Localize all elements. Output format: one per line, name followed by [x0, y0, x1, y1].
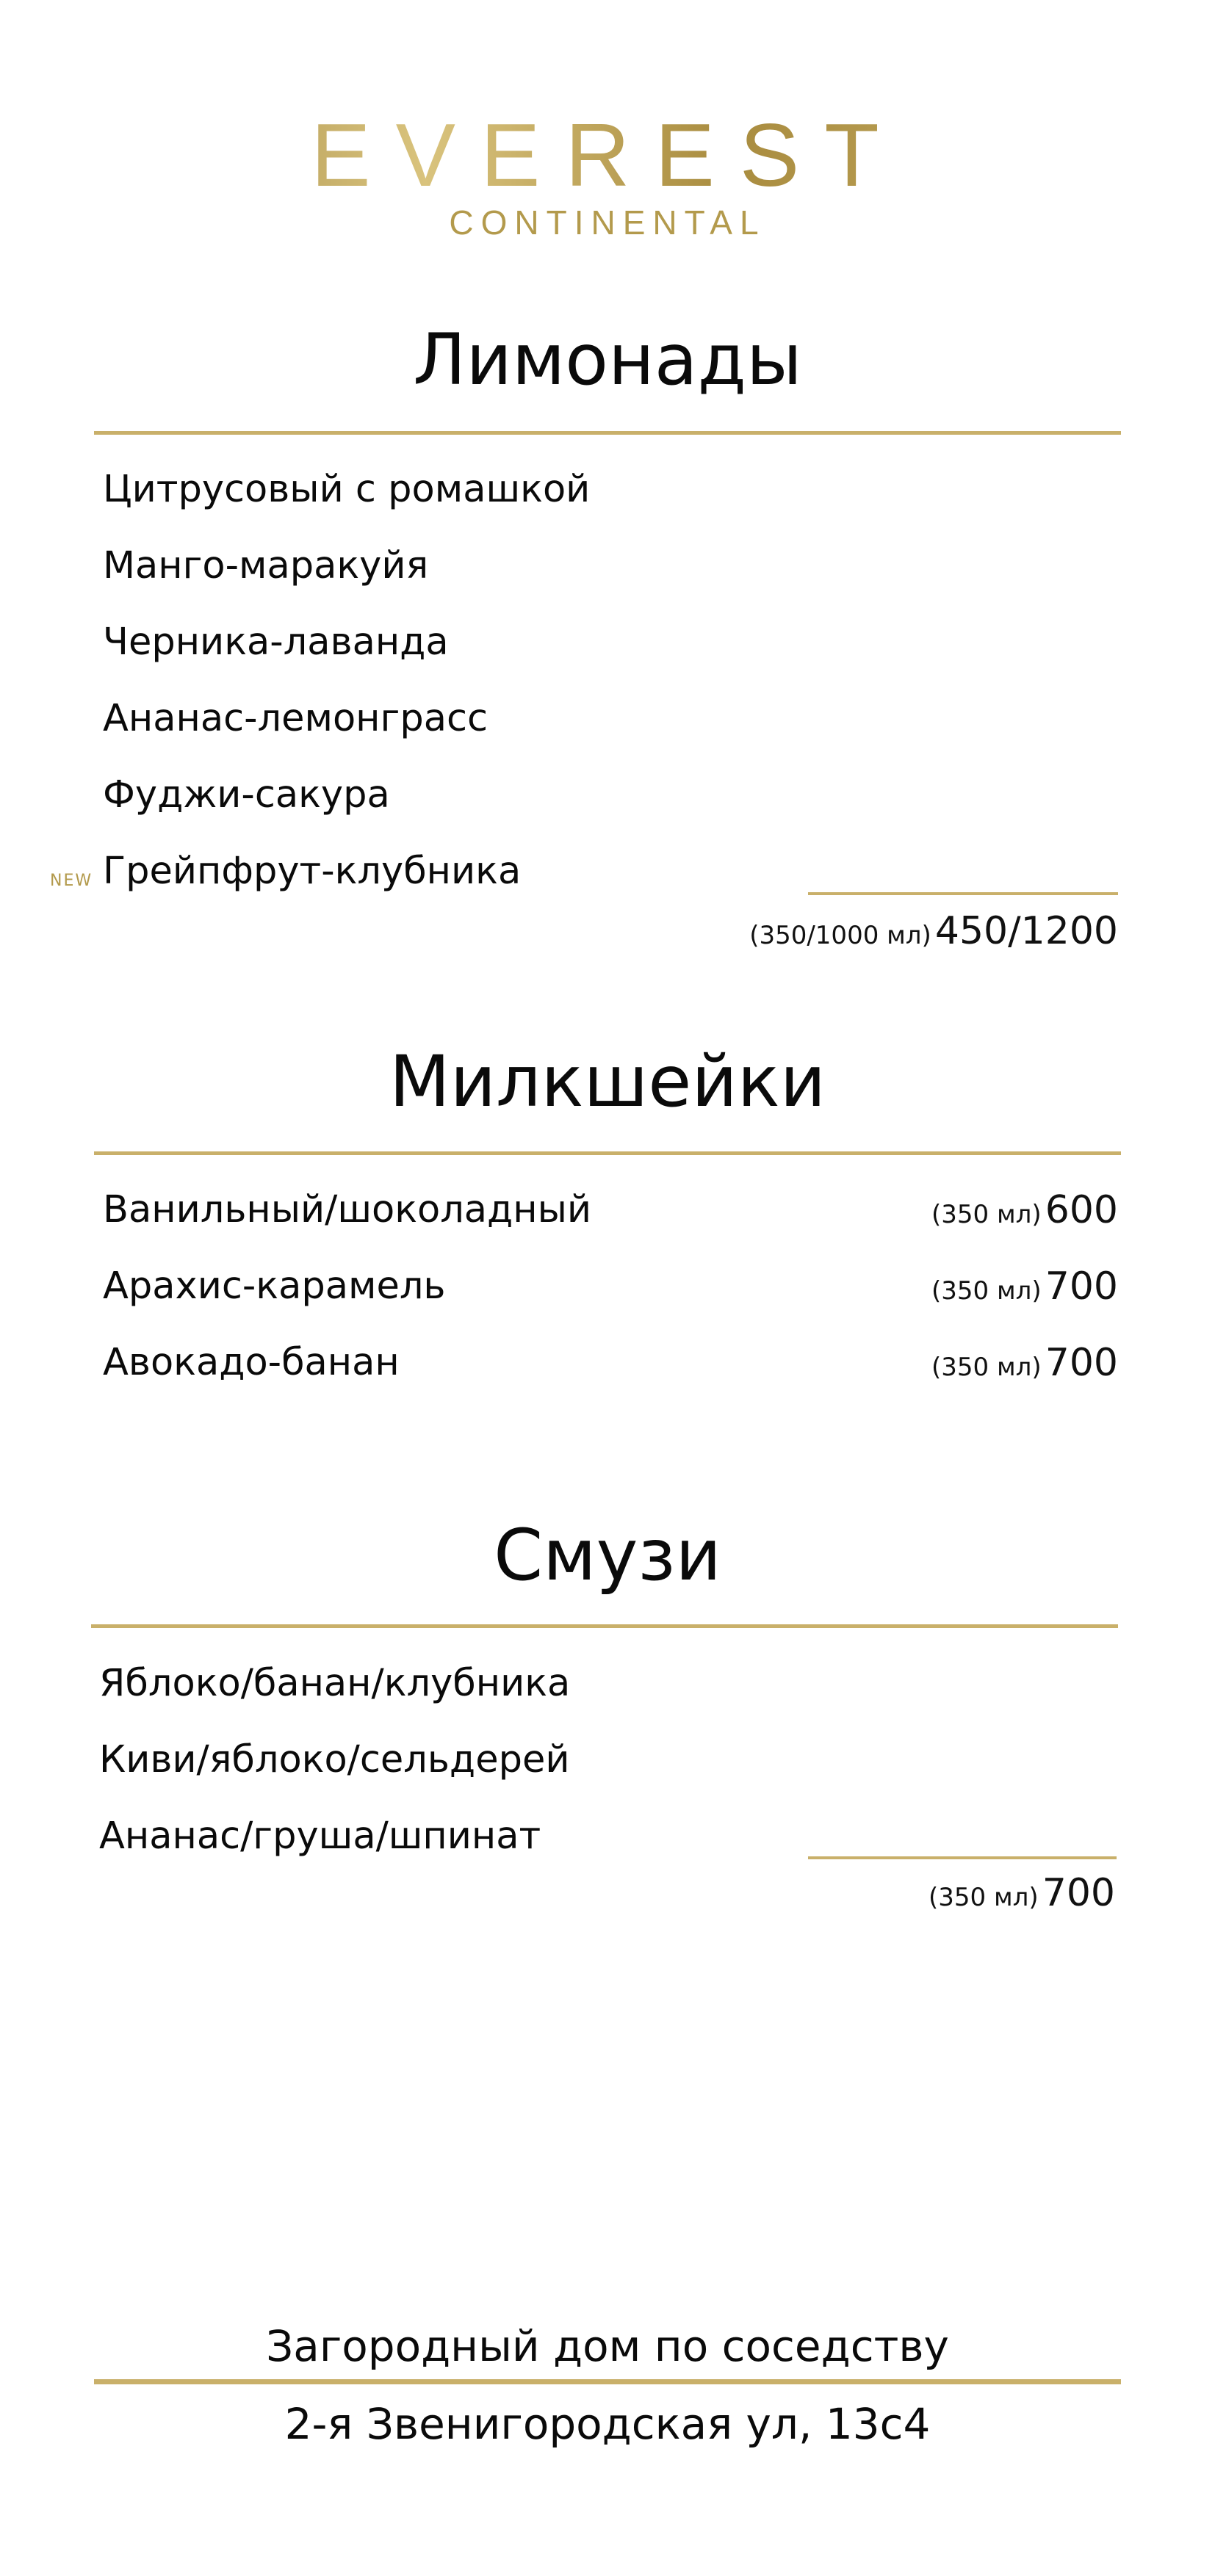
menu-item: Яблоко/банан/клубника	[99, 1662, 571, 1705]
section-title-milkshakes: Милкшейки	[389, 1041, 826, 1123]
price-label: 600	[1045, 1188, 1118, 1232]
footer-address: 2-я Звенигородская ул, 13с4	[284, 2399, 931, 2449]
price-divider	[808, 892, 1118, 895]
price-row-lemonades	[749, 909, 1118, 953]
menu-item: Фуджи-сакура	[103, 773, 390, 817]
brand-logo-sub: CONTINENTAL	[449, 203, 766, 242]
section-divider	[94, 431, 1121, 435]
volume-label: (350 мл)	[931, 1353, 1042, 1382]
menu-item: Киви/яблоко/сельдерей	[99, 1738, 570, 1781]
new-badge: NEW	[50, 872, 93, 890]
price-label: 700	[1045, 1341, 1118, 1385]
footer-divider	[94, 2379, 1121, 2384]
section-title-smoothies: Смузи	[494, 1514, 721, 1596]
footer-title: Загородный дом по соседству	[266, 2321, 949, 2371]
volume-label: (350 мл)	[931, 1200, 1042, 1229]
price-row-smoothies	[929, 1871, 1115, 1915]
menu-item: Манго-маракуйя	[103, 544, 429, 587]
price-row	[931, 1188, 1118, 1232]
section-divider	[94, 1151, 1121, 1155]
volume-label: (350 мл)	[929, 1883, 1039, 1912]
price-label: 450/1200	[934, 909, 1118, 953]
section-divider	[91, 1624, 1118, 1628]
price-label: 700	[1042, 1871, 1115, 1915]
menu-item: Арахис-карамель	[103, 1265, 446, 1308]
price-divider	[808, 1856, 1117, 1859]
volume-label: (350/1000 мл)	[749, 921, 931, 950]
menu-item: Грейпфрут-клубника	[103, 850, 522, 893]
price-row	[931, 1341, 1118, 1385]
price-row	[931, 1265, 1118, 1309]
brand-logo-main: EVEREST	[0, 110, 1215, 200]
menu-item: Цитрусовый с ромашкой	[103, 468, 591, 511]
volume-label: (350 мл)	[931, 1276, 1042, 1306]
section-title-lemonades: Лимонады	[413, 319, 802, 401]
price-label: 700	[1045, 1265, 1118, 1309]
menu-item: Ванильный/шоколадный	[103, 1188, 592, 1231]
menu-item: Ананас/груша/шпинат	[99, 1815, 541, 1858]
menu-item: Ананас-лемонграсс	[103, 697, 488, 740]
menu-item: Авокадо-банан	[103, 1341, 400, 1384]
menu-item: Черника-лаванда	[103, 621, 449, 664]
